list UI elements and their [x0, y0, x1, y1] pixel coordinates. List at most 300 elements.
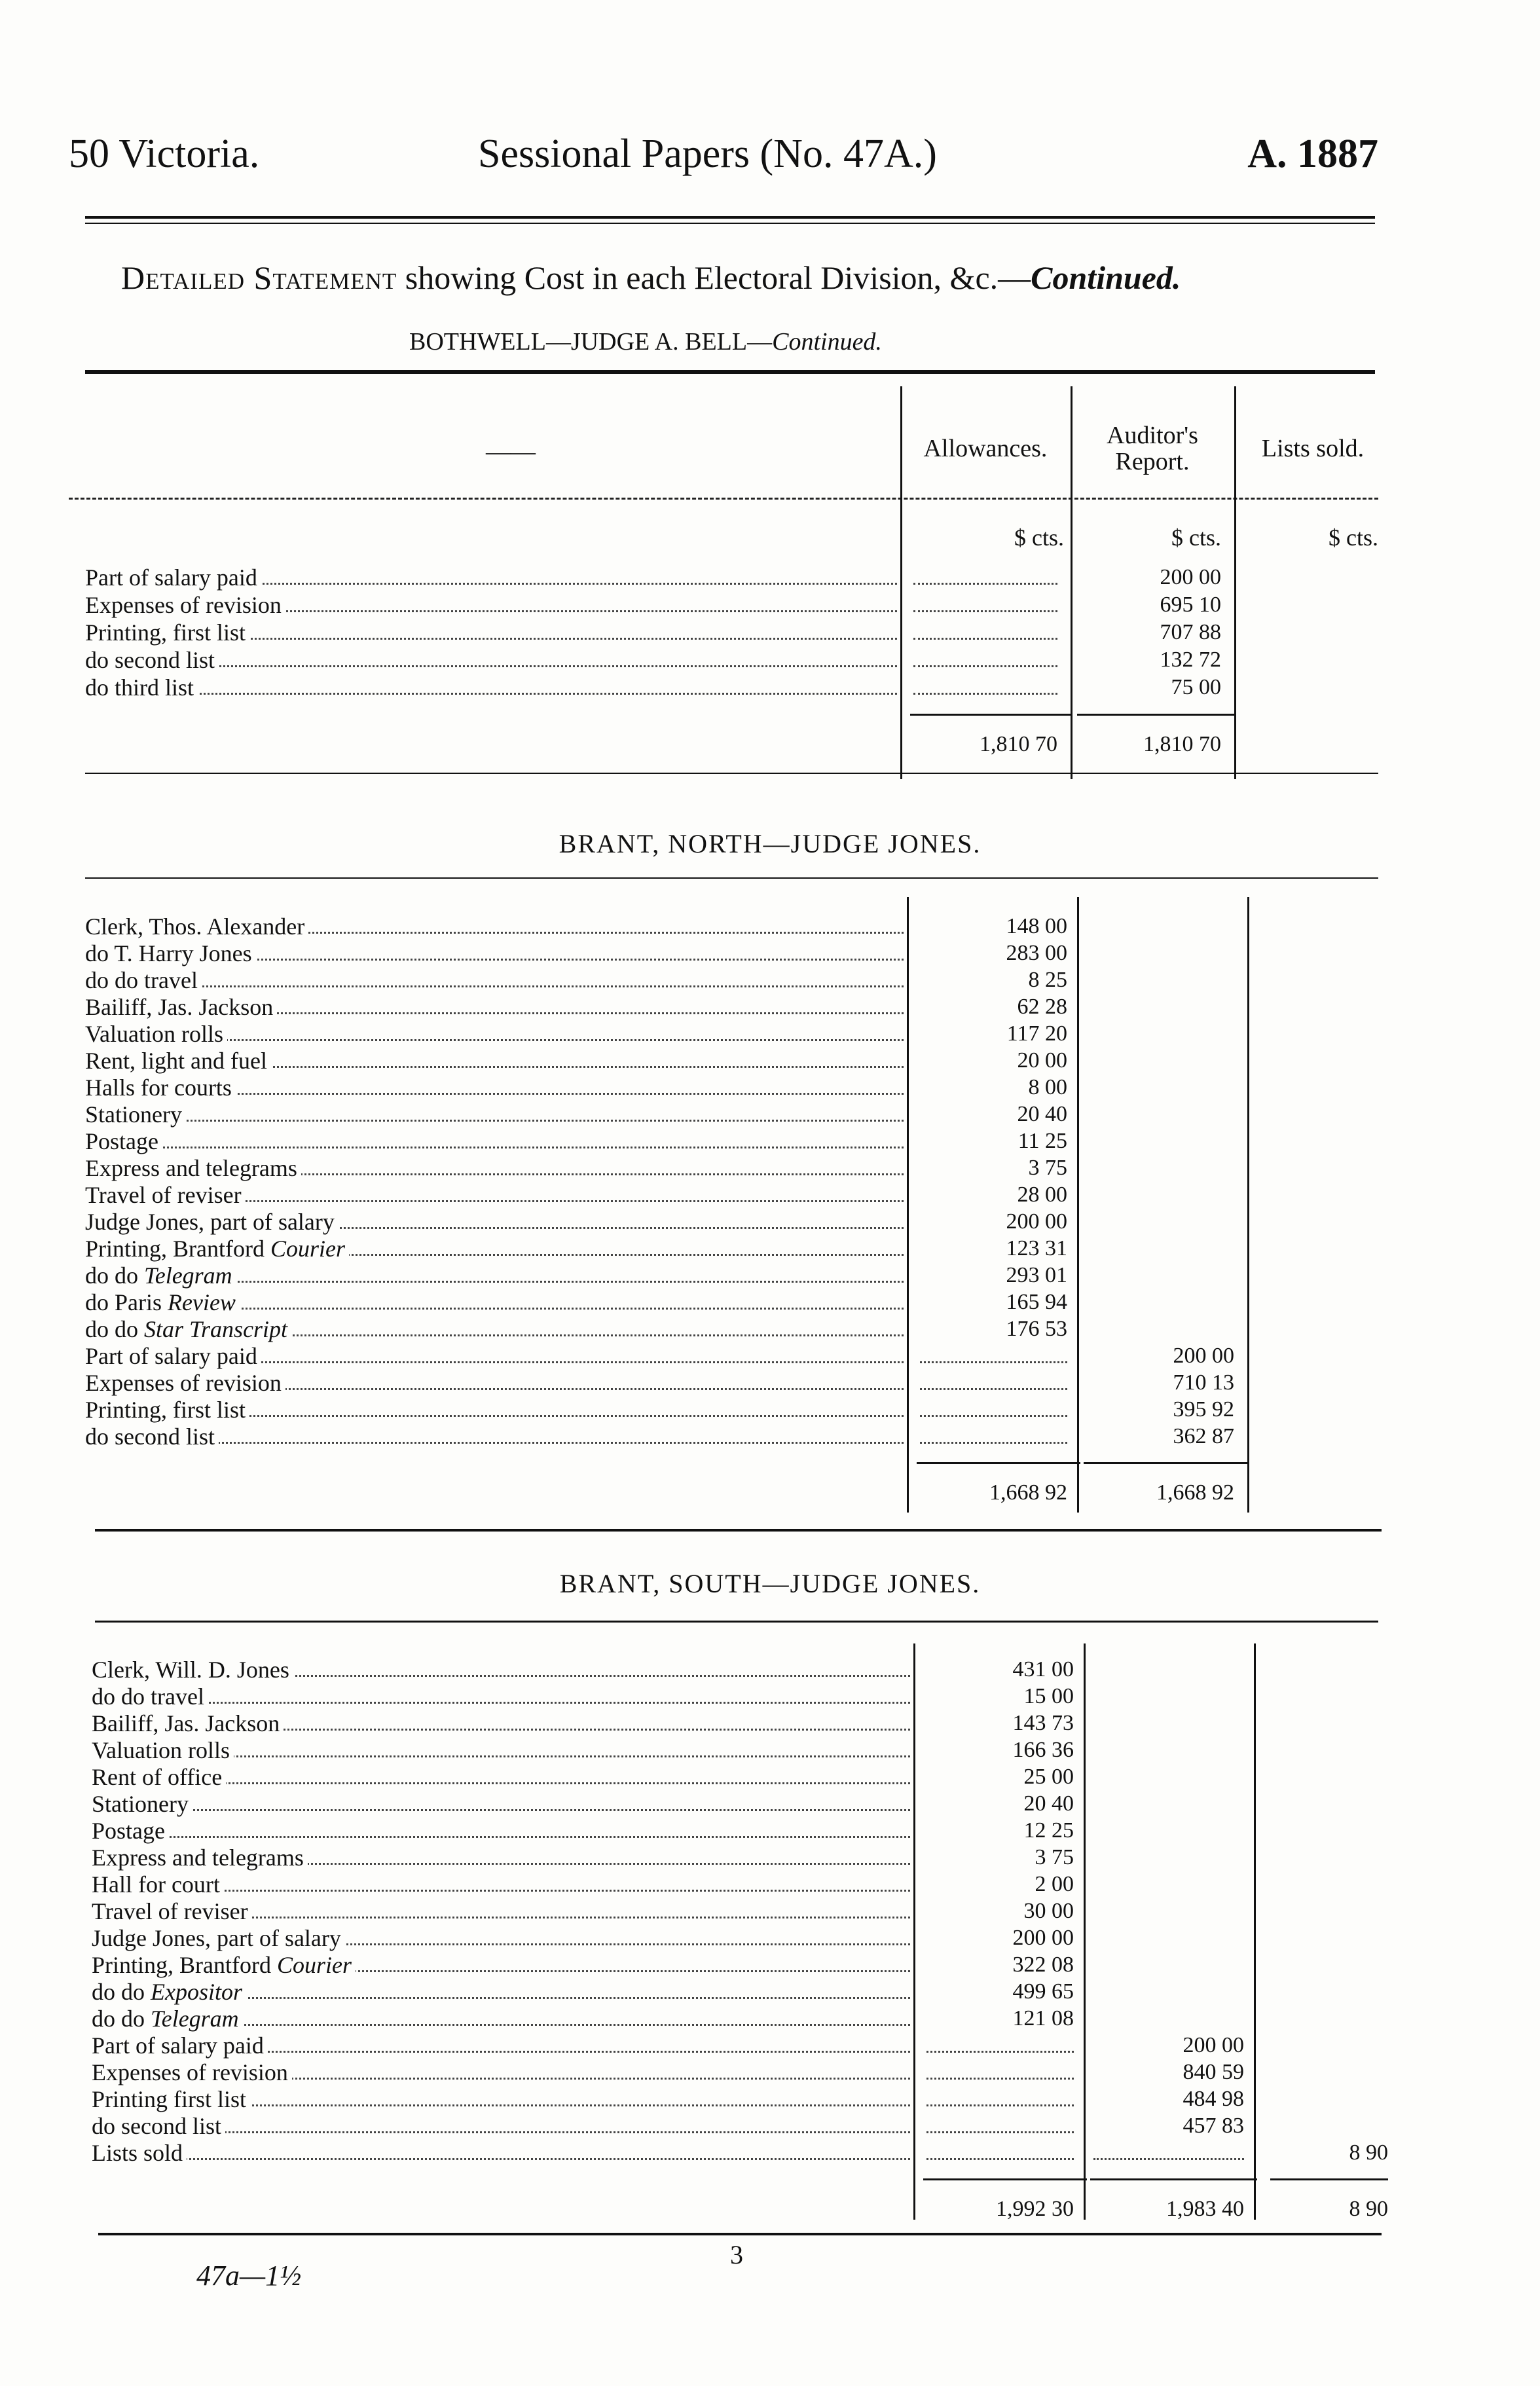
title-continued: Continued.	[1031, 259, 1181, 296]
allowance-cell: 20 40	[1017, 1102, 1067, 1126]
auditor-cell	[1087, 994, 1234, 1020]
brant-north-end-rule	[95, 1529, 1382, 1532]
allowance-cell: 165 94	[1006, 1290, 1067, 1314]
unit-allowances: $ cts.	[1014, 524, 1064, 551]
row-label	[85, 1236, 904, 1262]
row-label-text	[92, 2059, 292, 2085]
row-label-main: do do	[92, 2006, 145, 2032]
allowance-cell: 2 00	[1035, 1872, 1074, 1896]
row-label-main: do T. Harry Jones	[85, 940, 252, 966]
total-rule-allowances	[917, 1462, 1080, 1464]
row-label-text	[92, 2086, 250, 2112]
row-label	[92, 2140, 910, 2166]
row-label-main: Lists sold	[92, 2140, 183, 2166]
row-label	[92, 1791, 910, 1817]
table-row	[0, 647, 1540, 673]
total-auditors: 1,983 40	[1166, 2197, 1244, 2221]
row-label-text	[92, 2113, 225, 2139]
col-head-auditors-line2: Report.	[1115, 448, 1190, 475]
allowance-cell: 117 20	[1006, 1021, 1067, 1046]
allowance-cell: 28 00	[1017, 1183, 1067, 1207]
signature-mark: 47a—1½	[196, 2260, 302, 2292]
table-row	[0, 913, 1540, 940]
total-rule-allowances	[910, 714, 1071, 716]
row-label-text	[85, 1155, 301, 1181]
row-label-main: Rent of office	[92, 1764, 223, 1790]
auditor-cell	[1093, 1979, 1244, 2005]
row-label-text	[92, 1737, 234, 1763]
total-row	[0, 2196, 1540, 2222]
lists-sold-cell	[1264, 1979, 1388, 2005]
row-label	[85, 1021, 904, 1047]
lists-sold-cell	[1264, 1764, 1388, 1790]
table-row	[0, 1182, 1540, 1208]
row-label-main: Stationery	[92, 1791, 189, 1817]
total-row	[0, 731, 1540, 758]
row-label	[92, 2086, 910, 2112]
row-label-main: Part of salary paid	[85, 1343, 257, 1369]
row-label-main: do do	[85, 1316, 138, 1342]
row-label-text	[85, 1316, 291, 1342]
auditor-cell: 395 92	[1173, 1397, 1234, 1422]
auditor-cell	[1087, 913, 1234, 940]
row-label-text	[85, 1423, 219, 1450]
dot-leader	[85, 985, 904, 987]
row-label	[85, 994, 904, 1020]
auditor-cell	[1093, 1710, 1244, 1736]
row-label-text	[92, 1925, 345, 1951]
row-label-main: Expenses of revision	[85, 1370, 282, 1396]
table-row	[0, 940, 1540, 966]
section-subtitle	[409, 327, 882, 356]
row-label-main: do do travel	[92, 1683, 204, 1710]
row-label-main: do do	[85, 1262, 138, 1289]
table-row	[0, 2006, 1540, 2032]
title-rest: showing Cost in each Electoral Division, &c.—	[405, 259, 1031, 296]
table-row	[0, 592, 1540, 618]
allowance-cell: 200 00	[1012, 1926, 1074, 1950]
row-label-text	[85, 1209, 339, 1235]
allowance-cell	[926, 2113, 1074, 2133]
table-row	[0, 1236, 1540, 1262]
row-label-main: Bailiff, Jas. Jackson	[85, 994, 274, 1020]
total-auditors: 1,668 92	[1156, 1480, 1234, 1505]
allowance-cell: 12 25	[1023, 1818, 1074, 1843]
table-row	[0, 994, 1540, 1020]
table-row	[0, 1979, 1540, 2005]
table-row	[0, 967, 1540, 993]
row-label-main: Bailiff, Jas. Jackson	[92, 1710, 280, 1736]
row-label-main: Rent, light and fuel	[85, 1048, 267, 1074]
allowance-cell: 30 00	[1023, 1899, 1074, 1923]
table-row	[0, 1845, 1540, 1871]
allowance-cell: 283 00	[1006, 941, 1067, 965]
table-row	[0, 1898, 1540, 1924]
row-label-main: Expenses of revision	[85, 592, 282, 618]
table-row	[0, 1952, 1540, 1978]
column-head-rule	[69, 498, 1378, 500]
row-label-text	[92, 2006, 243, 2032]
auditor-cell	[1087, 940, 1234, 966]
row-label-italic: Star Transcript	[144, 1316, 288, 1342]
row-label-main: Halls for courts	[85, 1074, 232, 1101]
allowance-cell: 499 65	[1012, 1979, 1074, 2004]
row-label	[92, 1657, 910, 1683]
auditor-cell	[1093, 1791, 1244, 1817]
allowance-cell: 431 00	[1012, 1657, 1074, 1681]
row-label	[85, 1262, 904, 1289]
auditor-cell	[1087, 1128, 1234, 1154]
auditor-cell: 457 83	[1182, 2114, 1244, 2138]
allowance-cell	[913, 564, 1057, 585]
row-label-italic: Review	[168, 1289, 236, 1315]
brant-south-end-rule	[98, 2233, 1382, 2235]
running-header	[69, 131, 1378, 183]
row-label-text	[92, 1764, 226, 1790]
total-rule-lists	[1270, 2178, 1388, 2180]
table-row	[0, 564, 1540, 591]
row-label	[85, 1209, 904, 1235]
table-row	[0, 1074, 1540, 1101]
table-row	[0, 1710, 1540, 1736]
row-label-main: Printing first list	[92, 2086, 247, 2112]
table-row	[0, 1818, 1540, 1844]
subtitle-main: BOTHWELL—JUDGE A. BELL—	[409, 328, 773, 356]
auditor-cell	[1087, 1209, 1234, 1235]
row-label-text	[92, 1710, 284, 1736]
auditor-cell	[1093, 1871, 1244, 1898]
allowance-cell: 62 28	[1017, 995, 1067, 1019]
row-label-text	[92, 2032, 268, 2059]
table-row	[0, 1343, 1540, 1369]
allowance-cell: 121 08	[1012, 2006, 1074, 2030]
table-row	[0, 2032, 1540, 2059]
total-row	[0, 1480, 1540, 1506]
row-label	[85, 913, 904, 940]
row-label-text	[92, 1657, 293, 1683]
total-rule-allowances	[923, 2178, 1087, 2180]
auditor-cell: 75 00	[1171, 675, 1221, 699]
table-row	[0, 1262, 1540, 1289]
lists-sold-cell	[1264, 1710, 1388, 1736]
brant-south-top-rule	[95, 1621, 1378, 1623]
row-label	[85, 647, 897, 673]
row-label-text	[85, 1343, 261, 1369]
auditor-cell: 707 88	[1160, 620, 1221, 644]
brant-north-title: BRANT, NORTH—JUDGE JONES.	[559, 829, 981, 858]
bothwell-end-rule	[85, 773, 1378, 774]
auditor-cell	[1087, 1074, 1234, 1101]
lists-sold-cell	[1264, 1737, 1388, 1763]
auditor-cell: 484 98	[1182, 2087, 1244, 2111]
total-lists-sold: 8 90	[1349, 2197, 1388, 2221]
row-label-text	[92, 1979, 246, 2005]
row-label-main: do do travel	[85, 967, 198, 993]
allowance-cell: 200 00	[1006, 1209, 1067, 1234]
row-label-text	[85, 619, 249, 646]
allowance-cell: 148 00	[1006, 914, 1067, 938]
table-row	[0, 1370, 1540, 1396]
brant-north-top-rule	[85, 877, 1378, 879]
row-label-text	[85, 967, 202, 993]
auditor-cell	[1093, 1925, 1244, 1951]
row-label	[85, 940, 904, 966]
row-label	[92, 1683, 910, 1710]
row-label-text	[92, 1845, 308, 1871]
auditor-cell	[1093, 2006, 1244, 2032]
auditor-cell: 362 87	[1173, 1424, 1234, 1448]
row-label-italic: Courier	[270, 1236, 345, 1262]
lists-sold-cell	[1264, 1952, 1388, 1978]
row-label-main: Express and telegrams	[85, 1155, 297, 1181]
header-double-rule	[85, 216, 1375, 224]
row-label-main: Printing, first list	[85, 1397, 246, 1423]
row-label-main: do third list	[85, 674, 194, 701]
dot-leader	[85, 1120, 904, 1122]
row-label	[85, 1423, 904, 1450]
allowance-cell	[926, 2059, 1074, 2080]
row-label	[85, 1128, 904, 1154]
col-head-auditors	[1074, 422, 1231, 475]
allowance-cell: 293 01	[1006, 1263, 1067, 1287]
auditor-cell	[1093, 1764, 1244, 1790]
row-label-main: Valuation rolls	[85, 1021, 223, 1047]
allowance-cell	[913, 674, 1057, 695]
row-label	[85, 1343, 904, 1369]
row-label-main: Part of salary paid	[85, 564, 257, 591]
unit-lists-sold: $ cts.	[1329, 524, 1378, 551]
table-row	[0, 2059, 1540, 2085]
total-rule-auditors	[1084, 1462, 1247, 1464]
table-row	[0, 1316, 1540, 1342]
table-row	[0, 1101, 1540, 1128]
allowance-cell: 20 00	[1017, 1048, 1067, 1073]
table-row	[0, 1791, 1540, 1817]
allowance-cell	[913, 592, 1057, 612]
row-label-main: Printing, Brantford	[85, 1236, 265, 1262]
row-label	[92, 1818, 910, 1844]
allowance-cell	[920, 1423, 1067, 1444]
row-label	[85, 967, 904, 993]
table-row	[0, 674, 1540, 701]
lists-sold-cell	[1264, 2113, 1388, 2139]
table-row	[0, 619, 1540, 646]
col-head-auditors-line1: Auditor's	[1107, 422, 1198, 449]
lists-sold-cell	[1264, 1925, 1388, 1951]
row-label	[85, 1316, 904, 1342]
row-label	[92, 2032, 910, 2059]
total-rule-auditors	[1090, 2178, 1257, 2180]
allowance-cell	[926, 2032, 1074, 2053]
row-label-main: Part of salary paid	[92, 2032, 264, 2059]
allowance-cell	[926, 2140, 1074, 2160]
unit-auditors: $ cts.	[1171, 524, 1221, 551]
total-rule-auditors	[1077, 714, 1234, 716]
row-label-text	[85, 1021, 227, 1047]
lists-sold-cell	[1264, 1818, 1388, 1844]
row-label-main: Travel of reviser	[92, 1898, 248, 1924]
dot-leader	[92, 2158, 910, 2160]
table-row	[0, 1657, 1540, 1683]
lists-sold-cell	[1264, 2059, 1388, 2085]
row-label-text	[85, 1048, 271, 1074]
lists-sold-cell	[1264, 1871, 1388, 1898]
row-label-italic: Telegram	[151, 2006, 239, 2032]
allowance-cell: 25 00	[1023, 1765, 1074, 1789]
row-label-text	[85, 592, 285, 618]
row-label-text	[85, 647, 219, 673]
session-label: 50 Victoria.	[69, 132, 260, 176]
auditor-cell	[1093, 1737, 1244, 1763]
row-label-main: do second list	[85, 647, 215, 673]
auditor-cell	[1093, 1898, 1244, 1924]
total-allowances: 1,668 92	[989, 1480, 1067, 1505]
row-label	[92, 1898, 910, 1924]
table-row	[0, 1155, 1540, 1181]
table-row	[0, 1021, 1540, 1047]
table-row	[0, 2140, 1540, 2166]
row-label-text	[85, 674, 198, 701]
row-label	[85, 592, 897, 618]
row-label-main: Postage	[85, 1128, 158, 1154]
allowance-cell: 3 75	[1035, 1845, 1074, 1869]
auditor-cell	[1087, 1182, 1234, 1208]
table-row	[0, 1764, 1540, 1790]
allowance-cell: 166 36	[1012, 1738, 1074, 1762]
row-label-text	[92, 1952, 356, 1978]
row-label-main: Expenses of revision	[92, 2059, 288, 2085]
total-auditors: 1,810 70	[1143, 732, 1221, 756]
allowance-cell	[913, 647, 1057, 667]
allowance-cell: 20 40	[1023, 1791, 1074, 1816]
row-label-main: Judge Jones, part of salary	[85, 1209, 335, 1235]
auditor-cell: 840 59	[1182, 2060, 1244, 2084]
row-label	[92, 2059, 910, 2085]
lists-sold-cell	[1264, 2006, 1388, 2032]
table-row	[0, 1925, 1540, 1951]
lists-sold-cell	[1264, 1657, 1388, 1683]
table-row	[0, 1289, 1540, 1315]
allowance-cell	[920, 1343, 1067, 1363]
row-label	[85, 619, 897, 646]
row-label-main: Clerk, Will. D. Jones	[92, 1657, 289, 1683]
col-head-allowances: Allowances.	[923, 435, 1048, 462]
auditor-cell: 710 13	[1173, 1370, 1234, 1395]
row-label-text	[85, 564, 261, 591]
lists-sold-cell	[1264, 1845, 1388, 1871]
row-label-text	[85, 1182, 246, 1208]
table-row	[0, 1397, 1540, 1423]
year-label: A. 1887	[1247, 132, 1378, 176]
row-label-text	[85, 1289, 240, 1315]
auditor-cell	[1093, 1818, 1244, 1844]
auditor-cell	[1093, 1952, 1244, 1978]
row-label	[92, 1952, 910, 1978]
row-label-text	[85, 913, 308, 940]
row-label	[92, 2006, 910, 2032]
row-label	[85, 1397, 904, 1423]
auditor-cell: 200 00	[1182, 2033, 1244, 2057]
row-label-text	[85, 1236, 349, 1262]
auditor-cell	[1087, 1155, 1234, 1181]
row-label	[92, 1925, 910, 1951]
allowance-cell: 15 00	[1023, 1684, 1074, 1708]
auditor-cell	[1087, 1101, 1234, 1128]
table-row	[0, 2113, 1540, 2139]
allowance-cell: 11 25	[1018, 1129, 1067, 1153]
row-label-text	[85, 940, 256, 966]
col-head-dash: ——	[486, 438, 536, 466]
total-allowances: 1,992 30	[996, 2197, 1074, 2221]
row-label	[85, 1155, 904, 1181]
auditor-cell: 200 00	[1173, 1344, 1234, 1368]
row-label-italic: Expositor	[151, 1979, 242, 2005]
dot-leader	[85, 1147, 904, 1148]
row-label-text	[92, 1871, 224, 1898]
sessional-papers-label: Sessional Papers (No. 47A.)	[478, 132, 937, 176]
auditor-cell	[1093, 1683, 1244, 1710]
lists-sold-cell	[1264, 2032, 1388, 2059]
lists-sold-cell	[1264, 1898, 1388, 1924]
subtitle-continued: Continued.	[772, 328, 882, 356]
allowance-cell: 176 53	[1006, 1317, 1067, 1341]
dot-leader	[92, 1702, 910, 1704]
row-label	[85, 674, 897, 701]
table-row	[0, 1683, 1540, 1710]
allowance-cell	[926, 2086, 1074, 2106]
row-label-text	[92, 1898, 252, 1924]
row-label-text	[92, 2140, 187, 2166]
lists-sold-cell	[1264, 1683, 1388, 1710]
row-label-text	[85, 1101, 186, 1128]
auditor-cell	[1093, 1657, 1244, 1683]
row-label-main: do do	[92, 1979, 145, 2005]
dot-leader	[85, 693, 897, 695]
row-label	[92, 2113, 910, 2139]
row-label-main: Postage	[92, 1818, 165, 1844]
row-label-text	[85, 1074, 236, 1101]
auditor-cell	[1087, 1048, 1234, 1074]
dot-leader	[92, 1836, 910, 1838]
row-label	[85, 1182, 904, 1208]
row-label-main: Clerk, Thos. Alexander	[85, 913, 305, 940]
row-label-text	[85, 994, 277, 1020]
allowance-cell: 8 25	[1028, 968, 1067, 992]
table-row	[0, 1128, 1540, 1154]
row-label-italic: Courier	[276, 1952, 352, 1978]
table-row	[0, 1737, 1540, 1763]
row-label-main: Printing, first list	[85, 619, 246, 646]
row-label-text	[85, 1128, 162, 1154]
allowance-cell	[920, 1370, 1067, 1390]
row-label	[92, 1845, 910, 1871]
table-row	[0, 1423, 1540, 1450]
auditor-cell	[1087, 1262, 1234, 1289]
table-row	[0, 2086, 1540, 2112]
document-title	[121, 259, 1181, 297]
row-label-text	[85, 1397, 249, 1423]
allowance-cell: 322 08	[1012, 1953, 1074, 1977]
row-label	[85, 564, 897, 591]
row-label-text	[85, 1370, 285, 1396]
auditor-cell	[1087, 967, 1234, 993]
row-label-italic: Telegram	[144, 1262, 232, 1289]
row-label-main: Judge Jones, part of salary	[92, 1925, 341, 1951]
row-label-main: Printing, Brantford	[92, 1952, 271, 1978]
lists-sold-cell	[1264, 2086, 1388, 2112]
table-row	[0, 1871, 1540, 1898]
title-heavy-rule	[85, 370, 1375, 374]
